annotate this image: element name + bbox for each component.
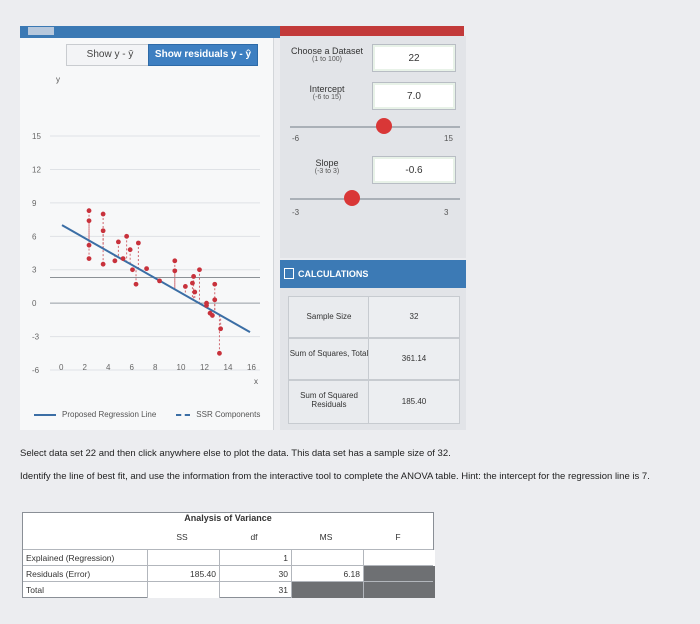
control-panel bbox=[280, 36, 466, 258]
anova-row-explained-label: Explained (Regression) bbox=[26, 553, 115, 563]
data-point bbox=[157, 278, 162, 283]
data-point bbox=[210, 313, 215, 318]
calculations-header-text: CALCULATIONS bbox=[298, 269, 369, 279]
slope-min: -3 bbox=[292, 208, 300, 217]
dataset-label bbox=[284, 46, 370, 63]
x-tick-label: 16 bbox=[247, 363, 256, 372]
plot-grid bbox=[50, 136, 260, 370]
data-point bbox=[204, 301, 209, 306]
data-point bbox=[217, 351, 222, 356]
data-point bbox=[87, 243, 92, 248]
x-tick-label: 14 bbox=[223, 363, 233, 372]
x-axis-label: x bbox=[254, 377, 258, 386]
instruction-line-1: Select data set 22 and then click anywhere else to plot the data. This data set has a sample size of 32. bbox=[20, 448, 451, 459]
f-stat-input[interactable] bbox=[363, 550, 435, 566]
regression-line bbox=[62, 225, 250, 332]
y-tick-label: 9 bbox=[32, 198, 37, 208]
data-point bbox=[191, 274, 196, 279]
legend-ssr-label: SSR Components bbox=[196, 410, 261, 419]
ss-total-label: Sum of Squares, Total bbox=[288, 338, 370, 380]
sample-size-value: 32 bbox=[368, 296, 460, 338]
show-residuals-button[interactable]: Show residuals y - ŷ bbox=[148, 44, 258, 66]
total-df-value: 31 bbox=[219, 582, 291, 598]
data-point bbox=[87, 218, 92, 223]
graph-panel bbox=[20, 38, 274, 430]
show-y-minus-ybar-button[interactable]: Show y - ȳ bbox=[66, 44, 154, 66]
legend-regression-label: Proposed Regression Line bbox=[62, 410, 157, 419]
slope-label bbox=[284, 158, 370, 175]
data-point bbox=[134, 282, 139, 287]
total-f-blank bbox=[363, 582, 435, 598]
y-tick-label: -3 bbox=[32, 332, 40, 342]
anova-row-residuals bbox=[23, 565, 433, 581]
data-point bbox=[112, 258, 117, 263]
data-point bbox=[192, 290, 197, 295]
y-axis-label: y bbox=[56, 75, 60, 84]
data-point bbox=[124, 234, 129, 239]
ss-residuals-label: Sum of Squared Residuals bbox=[288, 380, 370, 424]
app-header-tag bbox=[28, 27, 54, 35]
intercept-slider-knob[interactable] bbox=[376, 118, 392, 134]
data-point bbox=[144, 266, 149, 271]
anova-header-row bbox=[23, 529, 433, 545]
explained-ss-input[interactable] bbox=[147, 550, 219, 566]
calculator-icon bbox=[284, 268, 294, 279]
data-point bbox=[183, 284, 188, 289]
anova-title: Analysis of Variance bbox=[184, 513, 272, 523]
data-point bbox=[212, 282, 217, 287]
x-tick-label: 8 bbox=[153, 363, 158, 372]
x-tick-label: 0 bbox=[59, 363, 64, 372]
x-tick-label: 4 bbox=[106, 363, 111, 372]
dataset-input[interactable]: 22 bbox=[372, 44, 456, 72]
slope-range: (-3 to 3) bbox=[314, 168, 340, 175]
intercept-min: -6 bbox=[292, 134, 300, 143]
data-point bbox=[101, 262, 106, 267]
intercept-slider-track[interactable] bbox=[290, 126, 460, 128]
y-tick-label: 0 bbox=[32, 299, 37, 309]
slope-max: 3 bbox=[444, 208, 449, 217]
anova-col-ss: SS bbox=[176, 532, 188, 542]
y-tick-label: 15 bbox=[32, 132, 41, 142]
regression-line-layer bbox=[50, 225, 260, 332]
dataset-range: (1 to 100) bbox=[312, 56, 342, 63]
data-point bbox=[101, 228, 106, 233]
data-point bbox=[136, 241, 141, 246]
y-tick-label: 6 bbox=[32, 232, 37, 242]
data-point bbox=[87, 208, 92, 213]
data-point bbox=[128, 247, 133, 252]
anova-row-total bbox=[23, 581, 433, 597]
calculations-panel bbox=[280, 288, 466, 430]
explained-ms-input[interactable] bbox=[291, 550, 363, 566]
plot-ticks bbox=[32, 132, 256, 375]
sample-size-label: Sample Size bbox=[288, 296, 370, 338]
intercept-input[interactable]: 7.0 bbox=[372, 82, 456, 110]
ss-residuals-value: 185.40 bbox=[368, 380, 460, 424]
calculations-header[interactable] bbox=[280, 260, 466, 288]
data-point bbox=[212, 297, 217, 302]
anova-row-residuals-label: Residuals (Error) bbox=[26, 569, 91, 579]
data-point bbox=[87, 256, 92, 261]
intercept-label bbox=[284, 84, 370, 101]
data-point bbox=[121, 256, 126, 261]
y-tick-label: -6 bbox=[32, 366, 40, 375]
anova-col-f: F bbox=[395, 532, 401, 542]
app-header-bar bbox=[20, 26, 280, 38]
intercept-max: 15 bbox=[444, 134, 453, 143]
residual-lines bbox=[89, 211, 221, 354]
x-tick-label: 2 bbox=[82, 363, 87, 372]
data-point bbox=[130, 267, 135, 272]
total-ms-blank bbox=[291, 582, 363, 598]
anova-row-total-label: Total bbox=[26, 585, 44, 595]
control-header-bar bbox=[280, 26, 464, 36]
data-point bbox=[101, 212, 106, 217]
intercept-label-text: Intercept bbox=[309, 84, 345, 94]
x-tick-label: 12 bbox=[200, 363, 209, 372]
anova-col-df: df bbox=[250, 532, 258, 542]
scatter-plot[interactable] bbox=[20, 68, 274, 408]
data-points bbox=[87, 208, 223, 355]
legend-dashed-line bbox=[176, 414, 190, 416]
residuals-ms-value: 6.18 bbox=[291, 566, 363, 582]
anova-col-ms: MS bbox=[319, 532, 333, 542]
residuals-f-blank bbox=[363, 566, 435, 582]
legend-solid-line bbox=[34, 414, 56, 416]
instruction-line-2: Identify the line of best fit, and use the information from the interactive tool to complete the ANOVA table. Hint: the intercept for the regression line is 7. bbox=[20, 471, 650, 482]
y-tick-label: 3 bbox=[32, 265, 37, 275]
data-point bbox=[218, 326, 223, 331]
dataset-label-text: Choose a Dataset bbox=[290, 46, 364, 56]
y-tick-label: 12 bbox=[32, 165, 41, 175]
x-tick-label: 6 bbox=[129, 363, 134, 372]
residuals-df-value: 30 bbox=[219, 566, 291, 582]
slope-input[interactable]: -0.6 bbox=[372, 156, 456, 184]
x-tick-label: 10 bbox=[176, 363, 186, 372]
intercept-range: (-6 to 15) bbox=[312, 94, 342, 101]
plot-legend bbox=[34, 410, 260, 419]
data-point bbox=[172, 258, 177, 263]
data-point bbox=[197, 267, 202, 272]
explained-df-value: 1 bbox=[219, 550, 291, 566]
ss-total-value: 361.14 bbox=[368, 338, 460, 380]
slope-slider-knob[interactable] bbox=[344, 190, 360, 206]
total-ss-input[interactable] bbox=[147, 582, 219, 598]
data-point bbox=[116, 239, 121, 244]
data-point bbox=[172, 268, 177, 273]
slope-slider-track[interactable] bbox=[290, 198, 460, 200]
residuals-ss-value: 185.40 bbox=[147, 566, 219, 582]
anova-table bbox=[22, 512, 434, 598]
slope-label-text: Slope bbox=[315, 158, 339, 168]
data-point bbox=[190, 281, 195, 286]
anova-row-explained bbox=[23, 549, 433, 565]
